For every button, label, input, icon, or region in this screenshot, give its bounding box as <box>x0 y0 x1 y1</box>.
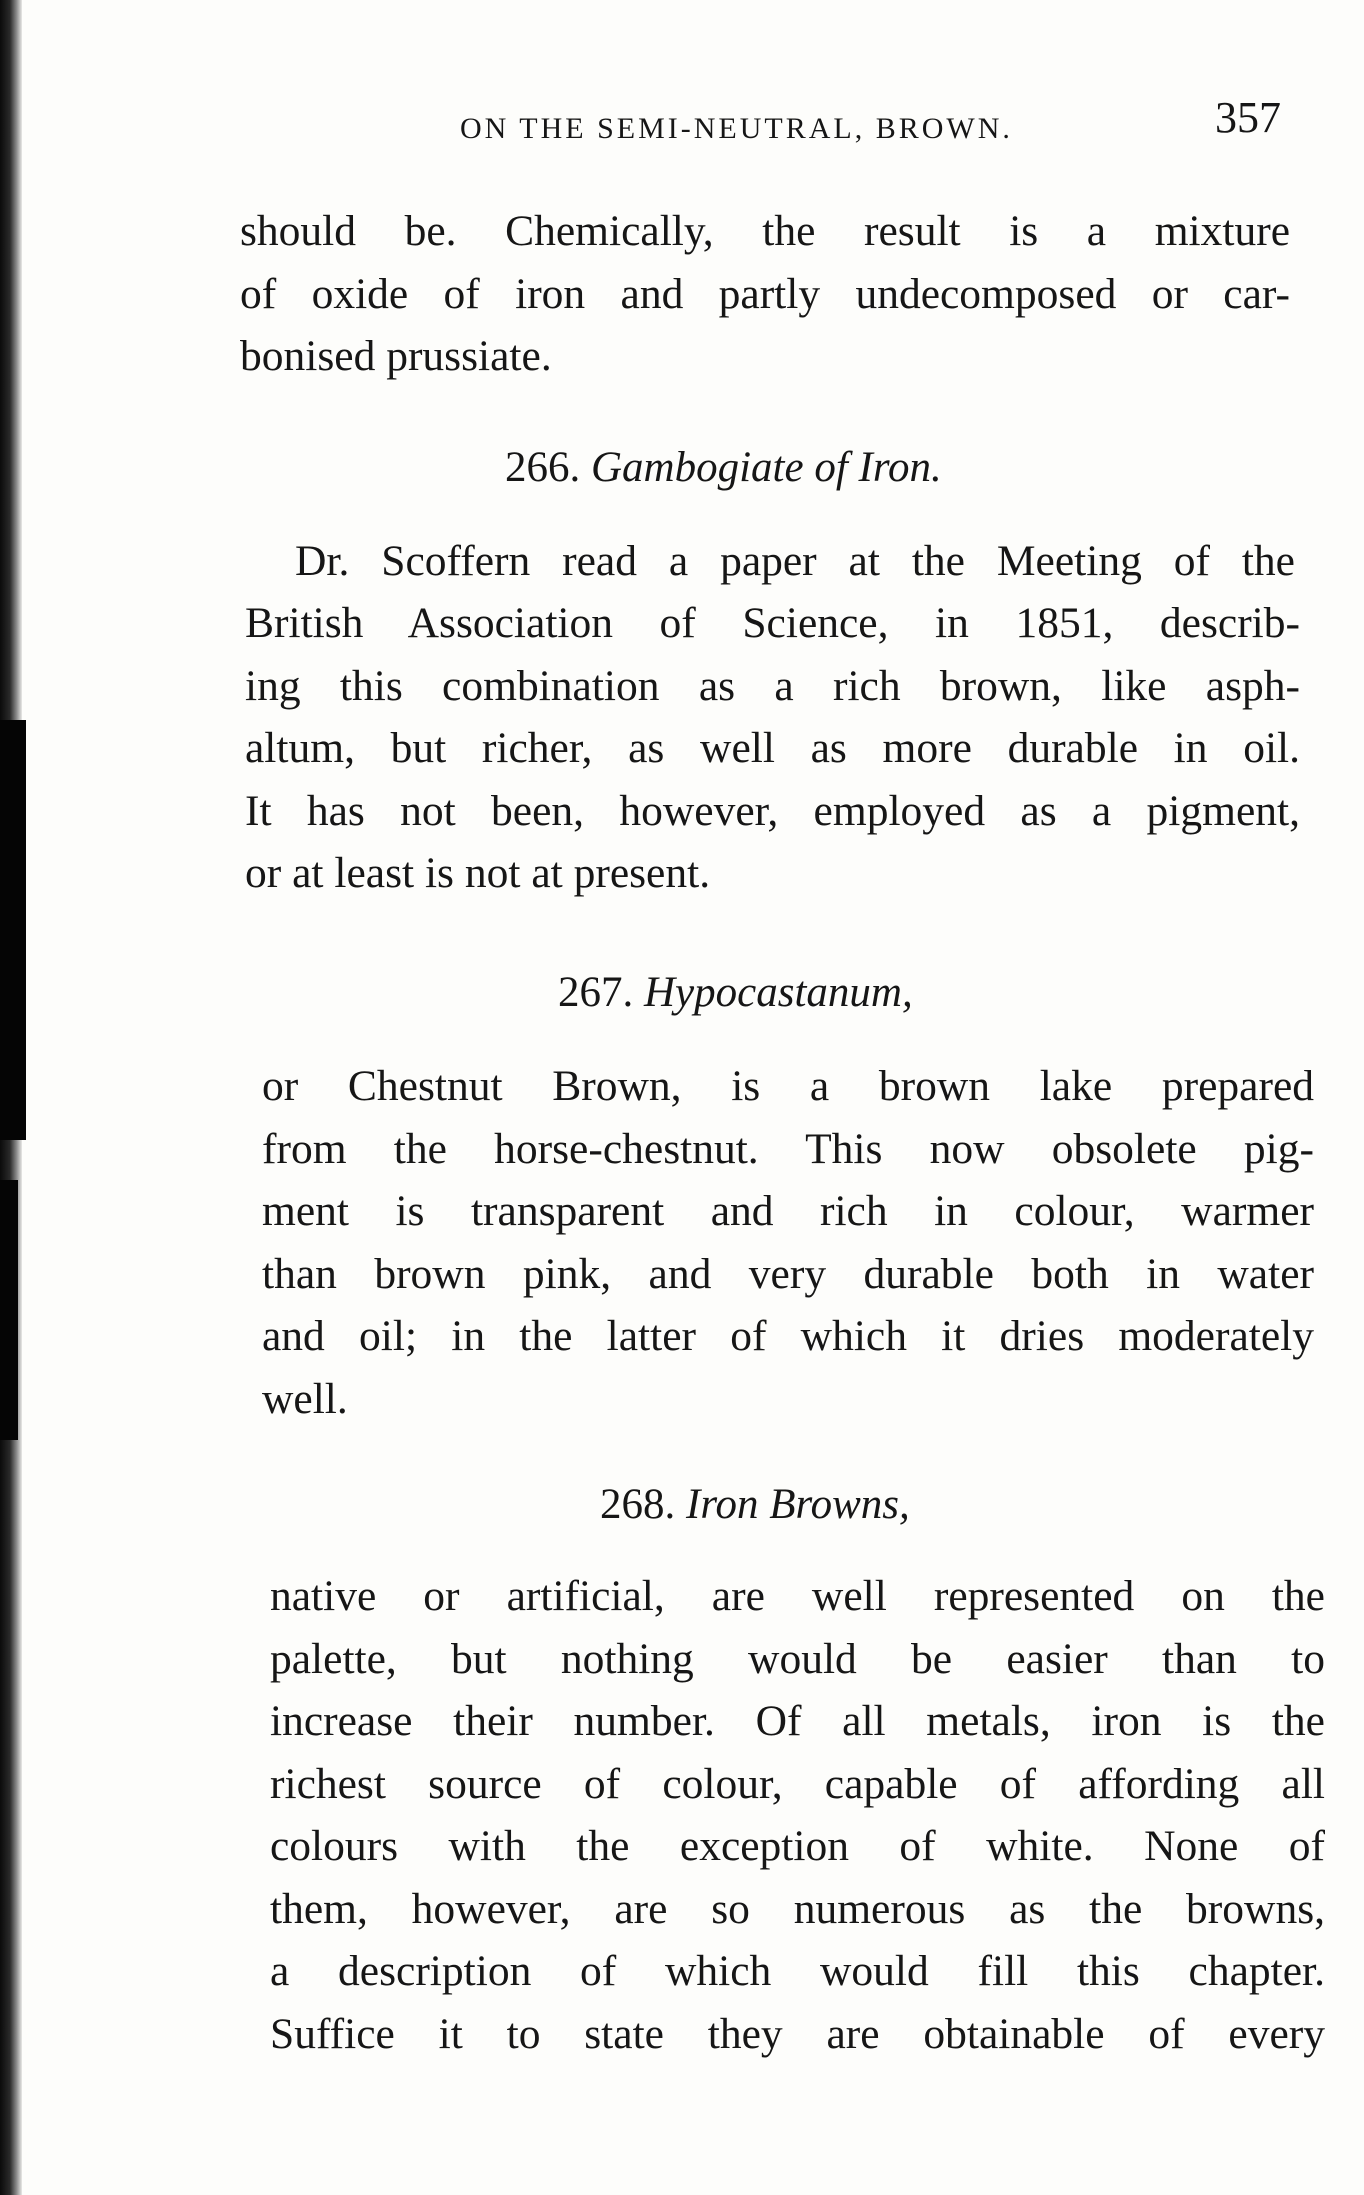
text-line: and oil; in the latter of which it dries moderately <box>262 1312 1314 1360</box>
paragraph-continuation <box>240 200 1290 388</box>
paragraph-266-body <box>245 592 1300 905</box>
text-line: well. <box>262 1374 348 1423</box>
section-heading-267 <box>558 968 913 1017</box>
paragraph-267 <box>262 1055 1314 1430</box>
section-number: 268. <box>600 1481 676 1528</box>
text-line: Suffice it to state they are obtainable of every <box>270 2009 1325 2058</box>
text-line: bonised prussiate. <box>240 332 552 380</box>
text-line: Dr. Scoffern read a paper at the Meeting of the <box>295 537 1295 585</box>
paragraph-268 <box>270 1565 1325 2065</box>
text-line: native or artificial, are well represented on the <box>270 1572 1325 1620</box>
text-line: British Association of Science, in 1851, describ- <box>245 599 1300 647</box>
text-line: richest source of colour, capable of affording all <box>270 1759 1325 1808</box>
text-line: than brown pink, and very durable both in water <box>262 1249 1314 1298</box>
text-line: of oxide of iron and partly undecomposed or car- <box>240 269 1290 318</box>
text-line: a description of which would fill this chapter. <box>270 1947 1325 1995</box>
text-line: or Chestnut Brown, is a brown lake prepared <box>262 1062 1314 1110</box>
section-heading-266 <box>505 443 942 492</box>
text-line: palette, but nothing would be easier than to <box>270 1634 1325 1683</box>
text-line: colours with the exception of white. None of <box>270 1822 1325 1870</box>
text-line: It has not been, however, employed as a pigment, <box>245 786 1300 835</box>
section-title: Gambogiate of Iron. <box>591 444 942 491</box>
text-line: them, however, are so numerous as the browns, <box>270 1884 1325 1933</box>
scan-edge-shadow <box>0 1180 18 1440</box>
section-title: Iron Browns, <box>686 1481 910 1528</box>
text-line: should be. Chemically, the result is a mixture <box>240 207 1290 255</box>
text-line: or at least is not at present. <box>245 849 711 897</box>
section-heading-268 <box>600 1480 910 1529</box>
section-title: Hypocastanum, <box>644 969 913 1016</box>
paragraph-266 <box>295 530 1295 593</box>
text-line: altum, but richer, as well as more durable in oil. <box>245 724 1300 772</box>
section-number: 267. <box>558 969 634 1016</box>
running-head: ON THE SEMI-NEUTRAL, BROWN. <box>460 112 1013 145</box>
scan-edge-shadow <box>0 720 26 1140</box>
text-line: increase their number. Of all metals, iron is the <box>270 1697 1325 1745</box>
text-line: ment is transparent and rich in colour, warmer <box>262 1187 1314 1235</box>
text-line: ing this combination as a rich brown, like asph- <box>245 661 1300 710</box>
page-number: 357 <box>1215 93 1281 142</box>
section-number: 266. <box>505 444 581 491</box>
text-line: from the horse-chestnut. This now obsolete pig- <box>262 1124 1314 1173</box>
